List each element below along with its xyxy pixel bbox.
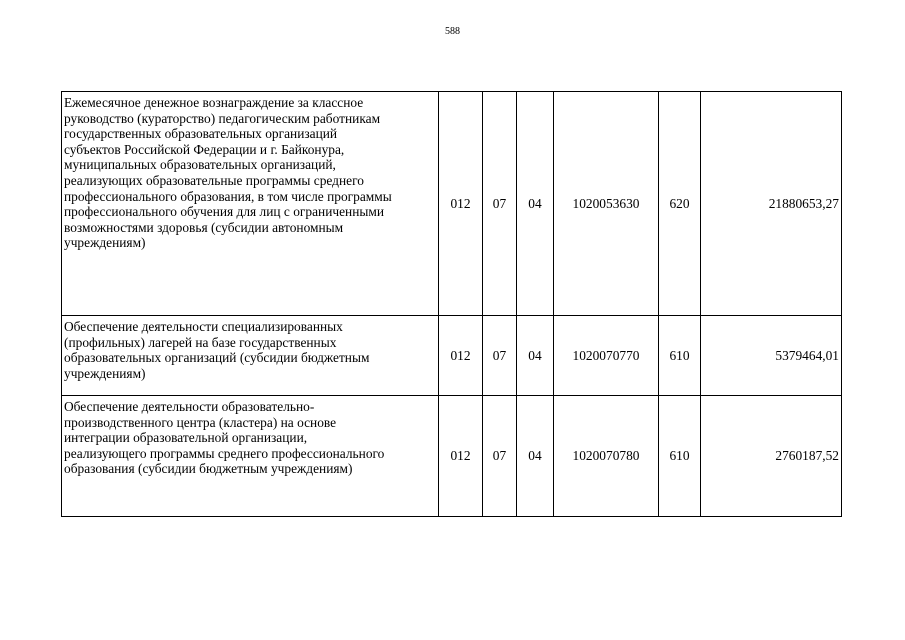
section-code: 07 <box>483 92 517 316</box>
row-description: Ежемесячное денежное вознаграждение за классное руководство (кураторство) педагогическим работникам государственных образовательных организаций субъектов Российской Федерации и г. Байконура, муниципальных образовательных организаций, реализующих образовательные программы среднего профессионального образования, в том числе программы профессионального обучения для лиц с ограниченными возможностями здоровья (субсидии автономным учреждениям) <box>62 92 439 316</box>
section-code: 07 <box>483 316 517 396</box>
ministry-code: 012 <box>439 92 483 316</box>
expense-type-code: 610 <box>659 316 701 396</box>
section-code: 07 <box>483 396 517 517</box>
ministry-code: 012 <box>439 316 483 396</box>
table-row <box>62 92 842 316</box>
amount-value: 5379464,01 <box>701 316 842 396</box>
target-article-code: 1020070770 <box>554 316 659 396</box>
page-number: 588 <box>445 26 460 37</box>
amount-value: 2760187,52 <box>701 396 842 517</box>
target-article-code: 1020070780 <box>554 396 659 517</box>
amount-value: 21880653,27 <box>701 92 842 316</box>
row-description: Обеспечение деятельности специализированных (профильных) лагерей на базе государственных образовательных организаций (субсидии бюджетным учреждениям) <box>62 316 439 396</box>
expense-type-code: 610 <box>659 396 701 517</box>
budget-table <box>61 91 842 517</box>
table-row <box>62 396 842 517</box>
expense-type-code: 620 <box>659 92 701 316</box>
target-article-code: 1020053630 <box>554 92 659 316</box>
subsection-code: 04 <box>517 396 554 517</box>
subsection-code: 04 <box>517 92 554 316</box>
subsection-code: 04 <box>517 316 554 396</box>
row-description: Обеспечение деятельности образовательно- производственного центра (кластера) на основе интеграции образовательной организации, реализующего программы среднего профессионального образования (субсидии бюджетным учреждениям) <box>62 396 439 517</box>
table-row <box>62 316 842 396</box>
ministry-code: 012 <box>439 396 483 517</box>
